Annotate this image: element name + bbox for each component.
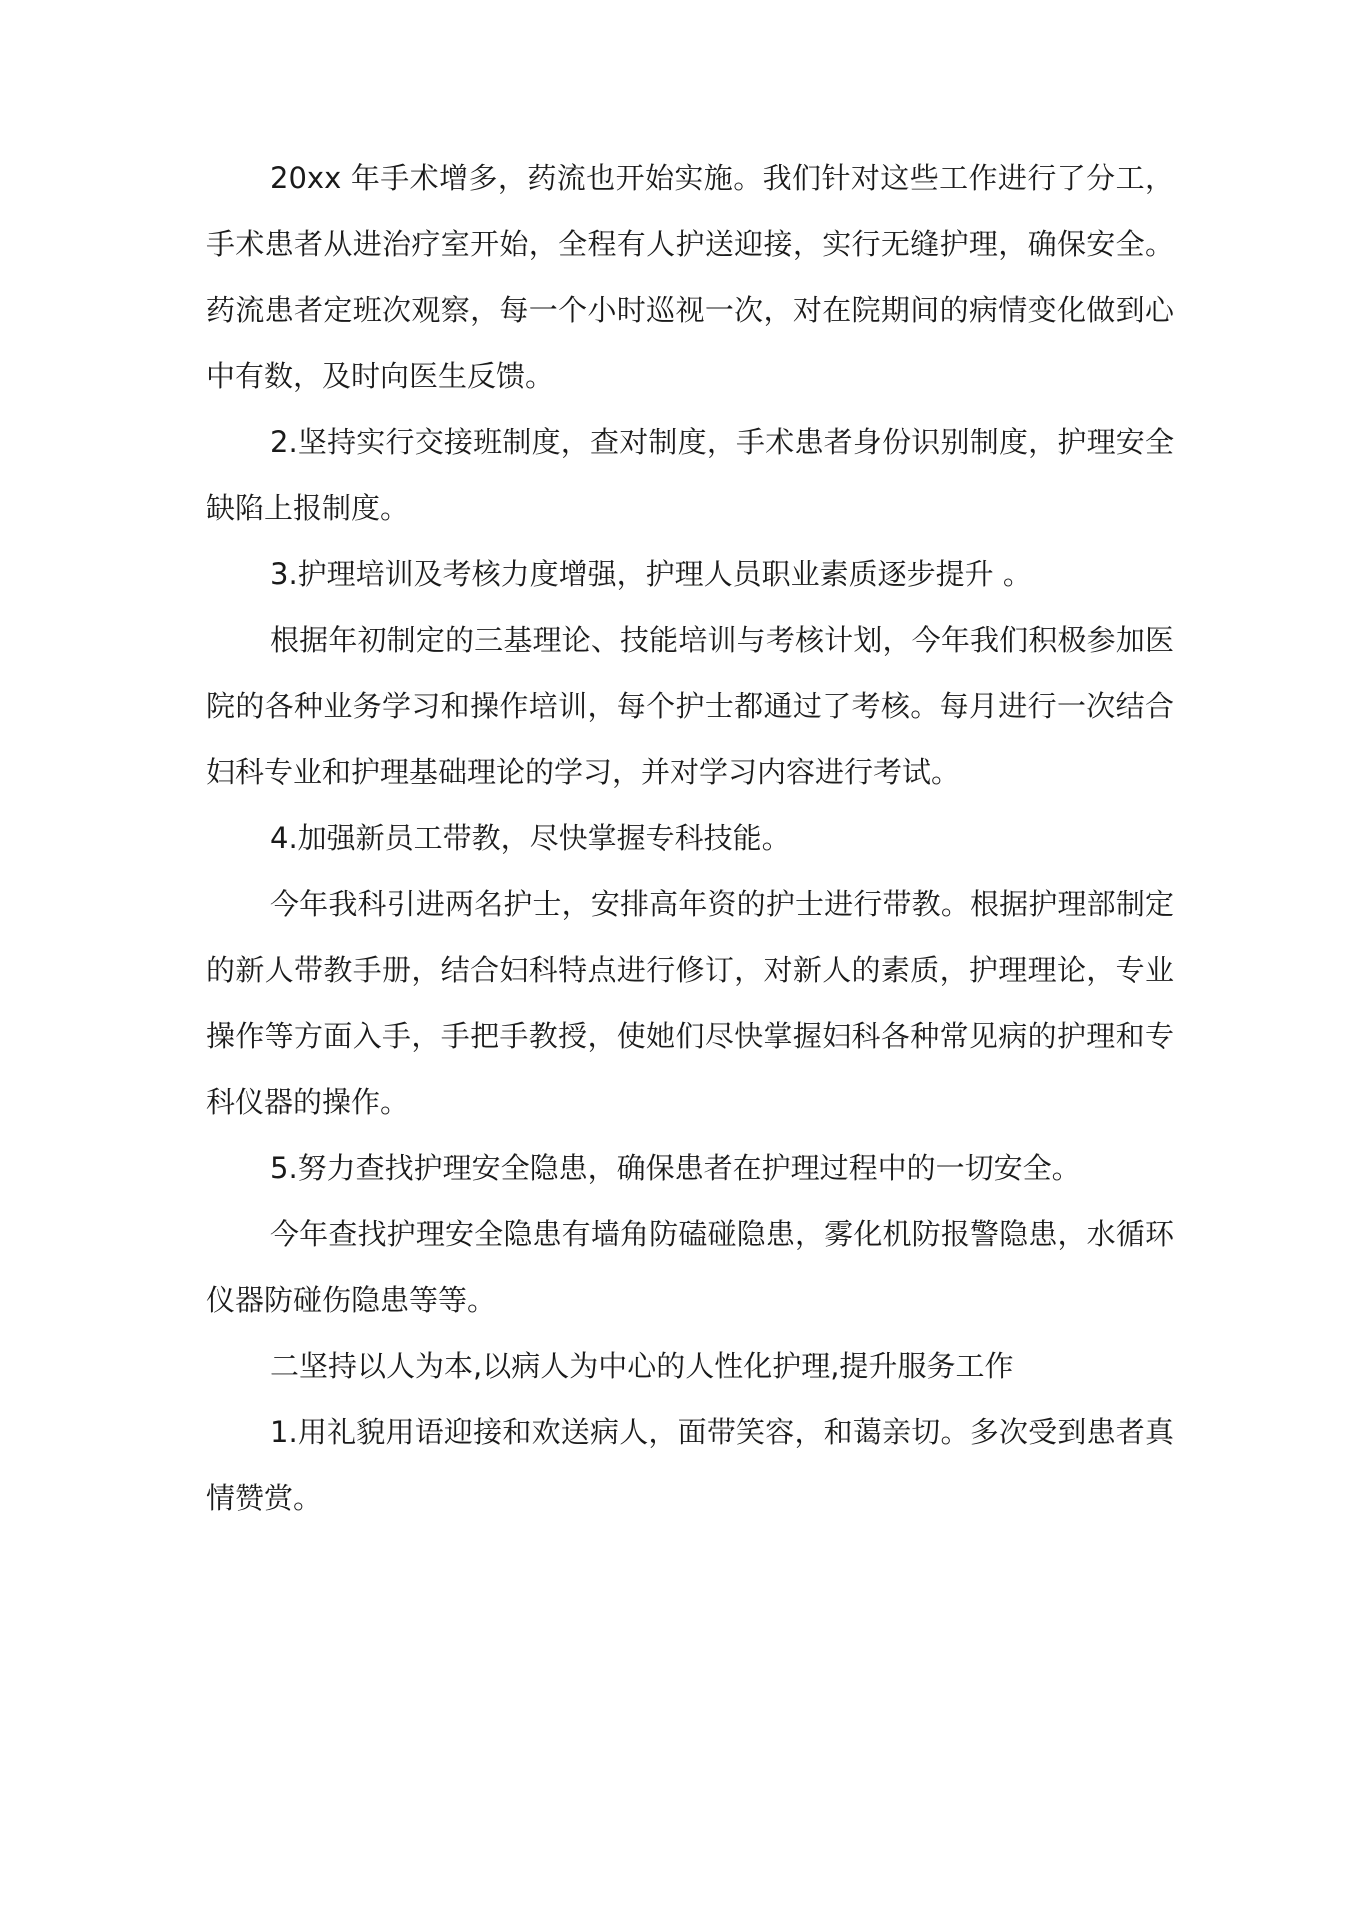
paragraph-section-2-heading: 二坚持以人为本,以病人为中心的人性化护理,提升服务工作 bbox=[270, 1349, 1014, 1383]
paragraph-hazards-found: 今年查找护理安全隐患有墙角防磕碰隐患，雾化机防报警隐患，水循环仪器防碰伤隐患等等。 bbox=[206, 1217, 1174, 1317]
paragraph-item-5-safety-hazards: 5.努力查找护理安全隐患，确保患者在护理过程中的一切安全。 bbox=[270, 1151, 1081, 1185]
paragraph-surgery-drug-abortion: 20xx 年手术增多，药流也开始实施。我们针对这些工作进行了分工，手术患者从进治疗室开始，全程有人护送迎接，实行无缝护理，确保安全。药流患者定班次观察，每一个小时巡视一次，对在院期间的病情变化做到心中有数，及时向医生反馈。 bbox=[206, 161, 1174, 393]
paragraph-item-3-training: 3.护理培训及考核力度增强，护理人员职业素质逐步提升 。 bbox=[270, 557, 1032, 591]
paragraph-item-4-new-staff: 4.加强新员工带教，尽快掌握专科技能。 bbox=[270, 821, 791, 855]
paragraph-training-plan: 根据年初制定的三基理论、技能培训与考核计划，今年我们积极参加医院的各种业务学习和操作培训，每个护士都通过了考核。每月进行一次结合妇科专业和护理基础理论的学习，并对学习内容进行考试。 bbox=[206, 623, 1174, 789]
paragraph-item-1-courtesy: 1.用礼貌用语迎接和欢送病人，面带笑容，和蔼亲切。多次受到患者真情赞赏。 bbox=[206, 1415, 1174, 1515]
document-body bbox=[206, 145, 1174, 1531]
paragraph-item-2-handover-system: 2.坚持实行交接班制度，查对制度，手术患者身份识别制度，护理安全缺陷上报制度。 bbox=[206, 425, 1174, 525]
paragraph-new-nurses: 今年我科引进两名护士，安排高年资的护士进行带教。根据护理部制定的新人带教手册，结合妇科特点进行修订，对新人的素质，护理理论，专业操作等方面入手，手把手教授，使她们尽快掌握妇科各种常见病的护理和专科仪器的操作。 bbox=[206, 887, 1174, 1119]
